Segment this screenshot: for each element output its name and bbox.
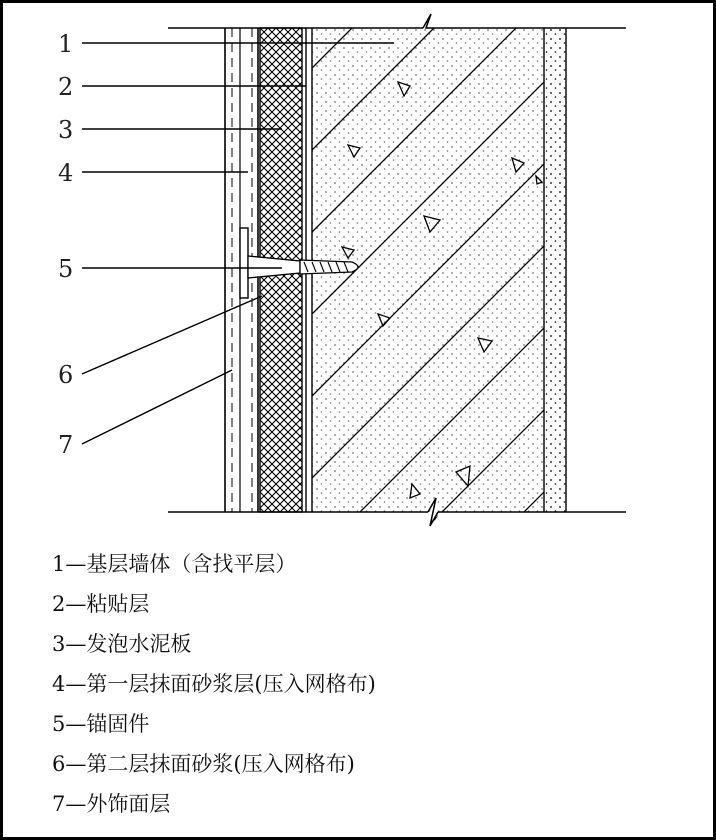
callout-number: 4 — [58, 159, 74, 187]
leader-7 — [82, 370, 232, 444]
callout-number: 3 — [58, 116, 74, 144]
legend — [52, 544, 376, 824]
legend-item: 3—发泡水泥板 — [52, 632, 192, 656]
legend-item: 6—第二层抹面砂浆(压入网格布) — [52, 752, 355, 776]
callout-numbers — [58, 30, 73, 459]
callout-number: 2 — [58, 73, 74, 101]
legend-item: 1—基层墙体（含找平层） — [52, 552, 297, 576]
leader-6 — [82, 296, 262, 374]
callout-number: 5 — [58, 255, 74, 283]
inner-plaster-layer — [544, 28, 566, 512]
legend-item: 4—第一层抹面砂浆层(压入网格布) — [52, 672, 376, 696]
callout-number: 6 — [58, 361, 74, 389]
legend-item: 2—粘贴层 — [52, 592, 150, 616]
base-wall — [312, 26, 550, 536]
callout-number: 7 — [58, 431, 74, 459]
legend-item: 5—锚固件 — [52, 712, 150, 736]
callout-number: 1 — [58, 30, 74, 58]
legend-item: 7—外饰面层 — [52, 792, 171, 816]
